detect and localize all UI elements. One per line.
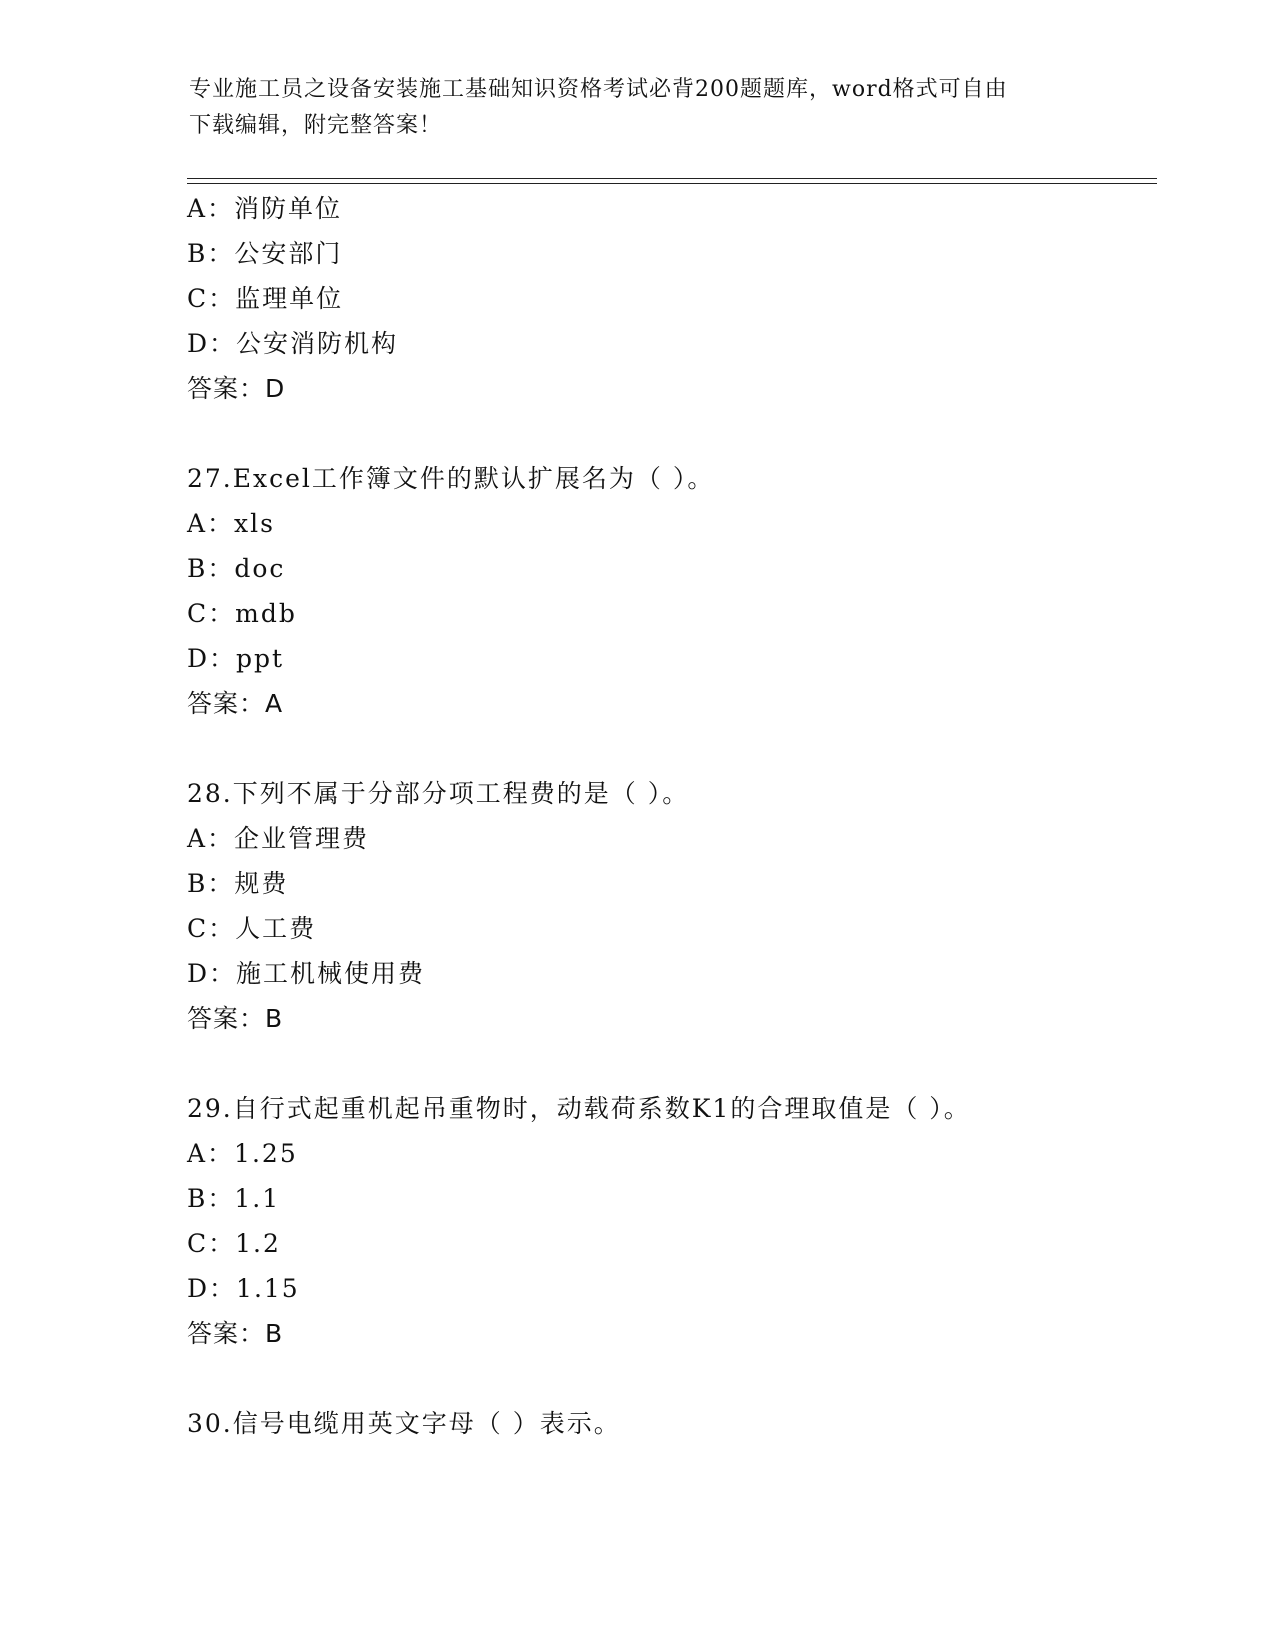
header-divider-bottom: [187, 183, 1157, 184]
question-29-stem: 29.自行式起重机起吊重物时，动载荷系数K1的合理取值是（ ）。: [187, 1094, 971, 1123]
question-30-stem: 30.信号电缆用英文字母（ ）表示。: [187, 1409, 621, 1438]
question-28-option-a: A：企业管理费: [187, 824, 370, 853]
question-27-option-c: C：mdb: [187, 599, 297, 628]
question-29-option-c: C：1.2: [187, 1229, 281, 1258]
question-28-answer: 答案：B: [187, 1004, 284, 1033]
header-divider-top: [187, 178, 1157, 179]
option-b: B：公安部门: [187, 239, 343, 268]
option-d: D：公安消防机构: [187, 329, 399, 358]
answer: 答案：D: [187, 374, 286, 403]
header-line-1: 专业施工员之设备安装施工基础知识资格考试必背200题题库，word格式可自由: [189, 77, 1008, 102]
question-29-option-b: B：1.1: [187, 1184, 281, 1213]
question-29-option-d: D：1.15: [187, 1274, 300, 1303]
question-29-option-a: A：1.25: [187, 1139, 298, 1168]
question-28-option-d: D：施工机械使用费: [187, 959, 426, 988]
question-27-option-d: D：ppt: [187, 644, 285, 673]
question-27-stem: 27.Excel工作簿文件的默认扩展名为（ ）。: [187, 464, 715, 493]
question-28-option-b: B：规费: [187, 869, 289, 898]
option-a: A：消防单位: [187, 194, 343, 223]
option-c: C：监理单位: [187, 284, 344, 313]
question-27-answer: 答案：A: [187, 689, 284, 718]
document-header: [189, 72, 1089, 144]
question-27-option-a: A：xls: [187, 509, 275, 538]
question-27-option-b: B：doc: [187, 554, 286, 583]
header-line-2: 下载编辑，附完整答案！: [189, 113, 443, 138]
question-28-stem: 28.下列不属于分部分项工程费的是（ ）。: [187, 779, 690, 808]
question-29-answer: 答案：B: [187, 1319, 284, 1348]
question-28-option-c: C：人工费: [187, 914, 317, 943]
